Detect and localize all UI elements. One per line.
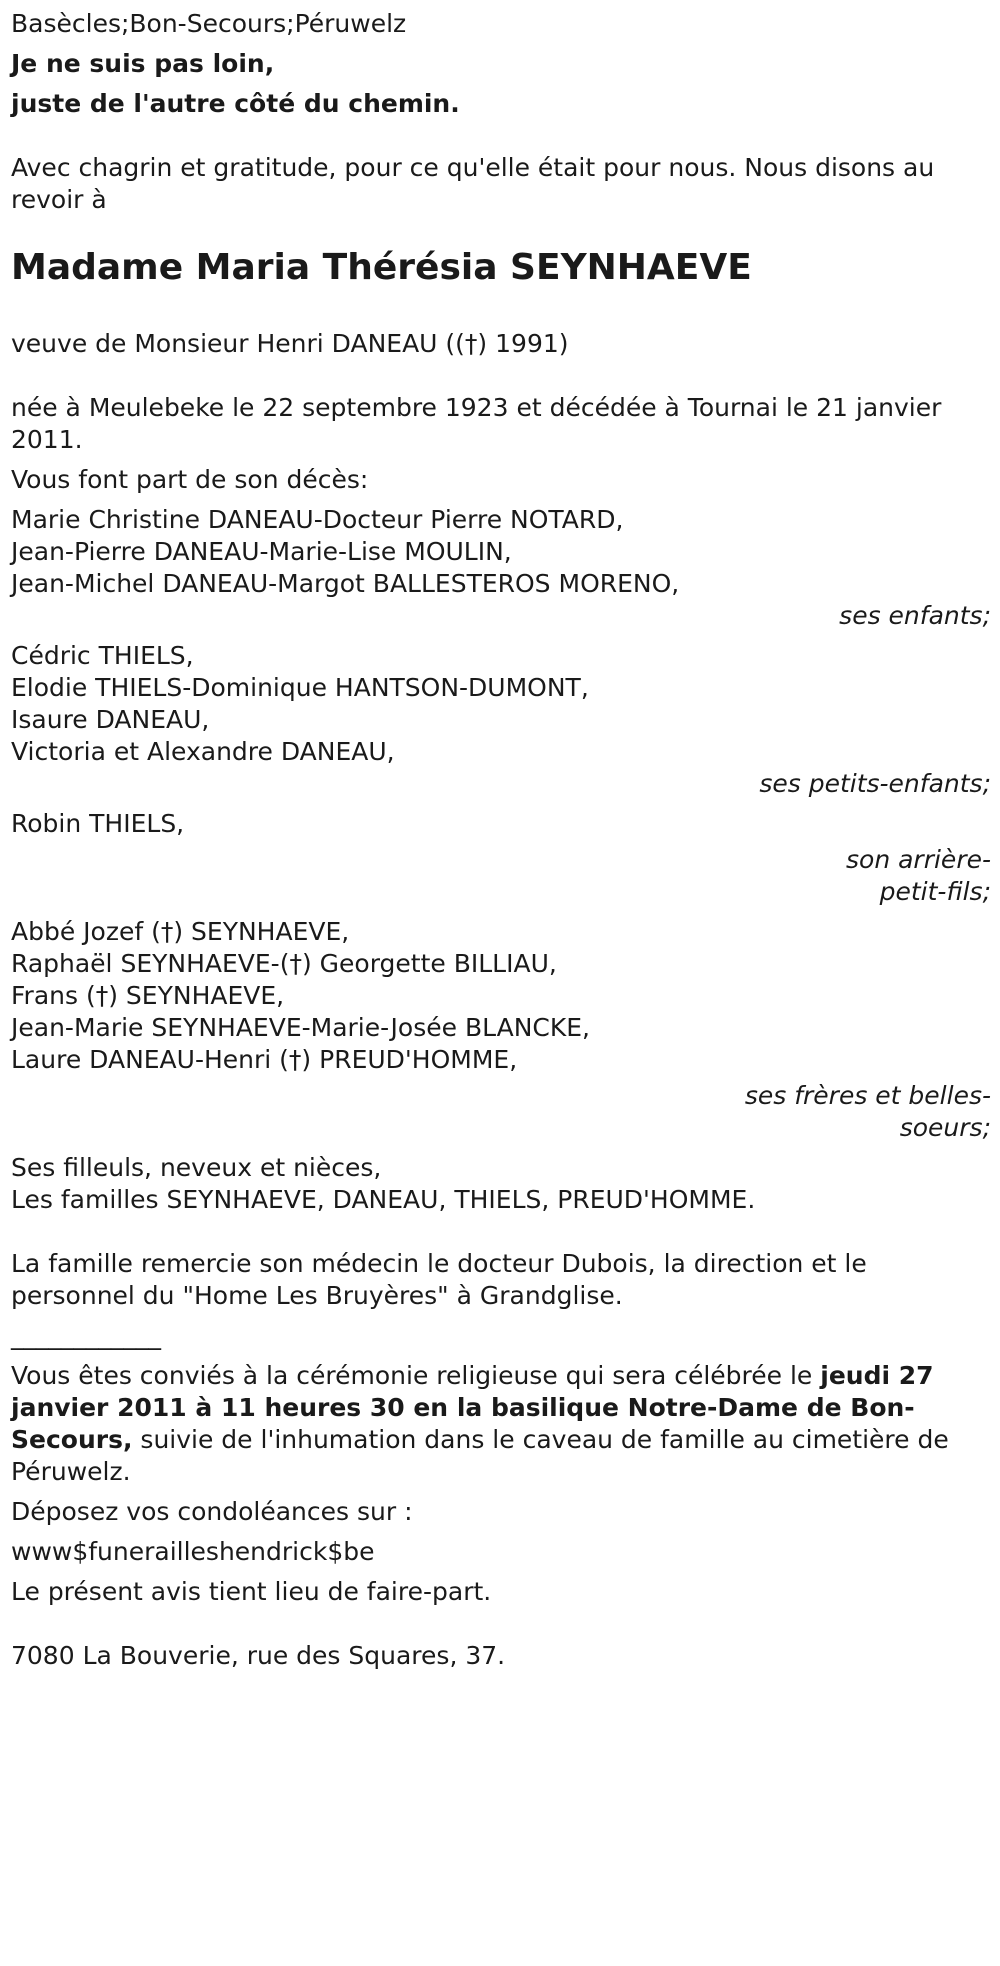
- great-grandchild-role-1: son arrière-: [846, 845, 991, 874]
- address-text: 7080 La Bouverie, rue des Squares, 37.: [11, 1641, 506, 1670]
- sibling-name: Frans (†) SEYNHAEVE,: [11, 981, 285, 1010]
- grandchild-name: Cédric THIELS,: [11, 641, 194, 670]
- siblings-block: [11, 916, 991, 1144]
- intro-text: Avec chagrin et gratitude, pour ce qu'elle était pour nous. Nous disons au revoir à: [11, 153, 935, 214]
- grandchild-name: Victoria et Alexandre DANEAU,: [11, 737, 395, 766]
- great-grandchild-block: [11, 808, 991, 908]
- others-block: [11, 1152, 991, 1216]
- others-line: Les familles SEYNHAEVE, DANEAU, THIELS, PREUD'HOMME.: [11, 1185, 756, 1214]
- ceremony-text: [11, 1360, 986, 1488]
- great-grandchild-role-2: petit-fils;: [879, 877, 991, 906]
- quote-line-2: juste de l'autre côté du chemin.: [11, 89, 460, 118]
- children-block: [11, 504, 991, 632]
- sibling-name: Jean-Marie SEYNHAEVE-Marie-Josée BLANCKE,: [11, 1013, 590, 1042]
- announce-text: Vous font part de son décès:: [11, 465, 369, 494]
- siblings-role-2: soeurs;: [899, 1113, 991, 1142]
- notice-text: Le présent avis tient lieu de faire-part.: [11, 1577, 492, 1606]
- sibling-name: Abbé Jozef (†) SEYNHAEVE,: [11, 917, 350, 946]
- children-role: ses enfants;: [839, 601, 991, 630]
- places-line: Basècles;Bon-Secours;Péruwelz: [11, 9, 407, 38]
- child-name: Jean-Pierre DANEAU-Marie-Lise MOULIN,: [11, 537, 512, 566]
- child-name: Jean-Michel DANEAU-Margot BALLESTEROS MORENO,: [11, 569, 680, 598]
- ceremony-text-after: suivie de l'inhumation dans le caveau de famille au cimetière de Péruwelz.: [11, 1425, 949, 1486]
- grandchild-name: Isaure DANEAU,: [11, 705, 210, 734]
- sibling-name: Raphaël SEYNHAEVE-(†) Georgette BILLIAU,: [11, 949, 557, 978]
- widow-of: veuve de Monsieur Henri DANEAU ((†) 1991): [11, 329, 569, 358]
- grandchild-name: Elodie THIELS-Dominique HANTSON-DUMONT,: [11, 673, 589, 702]
- ceremony-date-place: jeudi 27 janvier 2011 à 11 heures 30 en la basilique Notre-Dame de Bon-Secours,: [11, 1361, 934, 1454]
- condolences-label: Déposez vos condoléances sur :: [11, 1497, 413, 1526]
- website-text: www$funerailleshendrick$be: [11, 1537, 375, 1566]
- deceased-name: Madame Maria Thérésia SEYNHAEVE: [11, 247, 752, 288]
- ceremony-text-before: Vous êtes conviés à la cérémonie religieuse qui sera célébrée le: [11, 1361, 821, 1390]
- child-name: Marie Christine DANEAU-Docteur Pierre NOTARD,: [11, 505, 624, 534]
- sibling-name: Laure DANEAU-Henri (†) PREUD'HOMME,: [11, 1045, 518, 1074]
- quote-line-1: Je ne suis pas loin,: [11, 49, 275, 78]
- grandchildren-role: ses petits-enfants;: [759, 769, 991, 798]
- siblings-role-1: ses frères et belles-: [744, 1081, 991, 1110]
- grandchildren-block: [11, 640, 991, 800]
- birth-death: née à Meulebeke le 22 septembre 1923 et décédée à Tournai le 21 janvier 2011.: [11, 393, 942, 454]
- death-notice: [11, 8, 991, 1672]
- thanks-text: La famille remercie son médecin le docteur Dubois, la direction et le personnel du "Home Les Bruyères" à Grandglise.: [11, 1249, 867, 1310]
- others-line: Ses filleuls, neveux et nièces,: [11, 1153, 382, 1182]
- great-grandchild-name: Robin THIELS,: [11, 809, 185, 838]
- separator: ____________: [11, 1321, 161, 1350]
